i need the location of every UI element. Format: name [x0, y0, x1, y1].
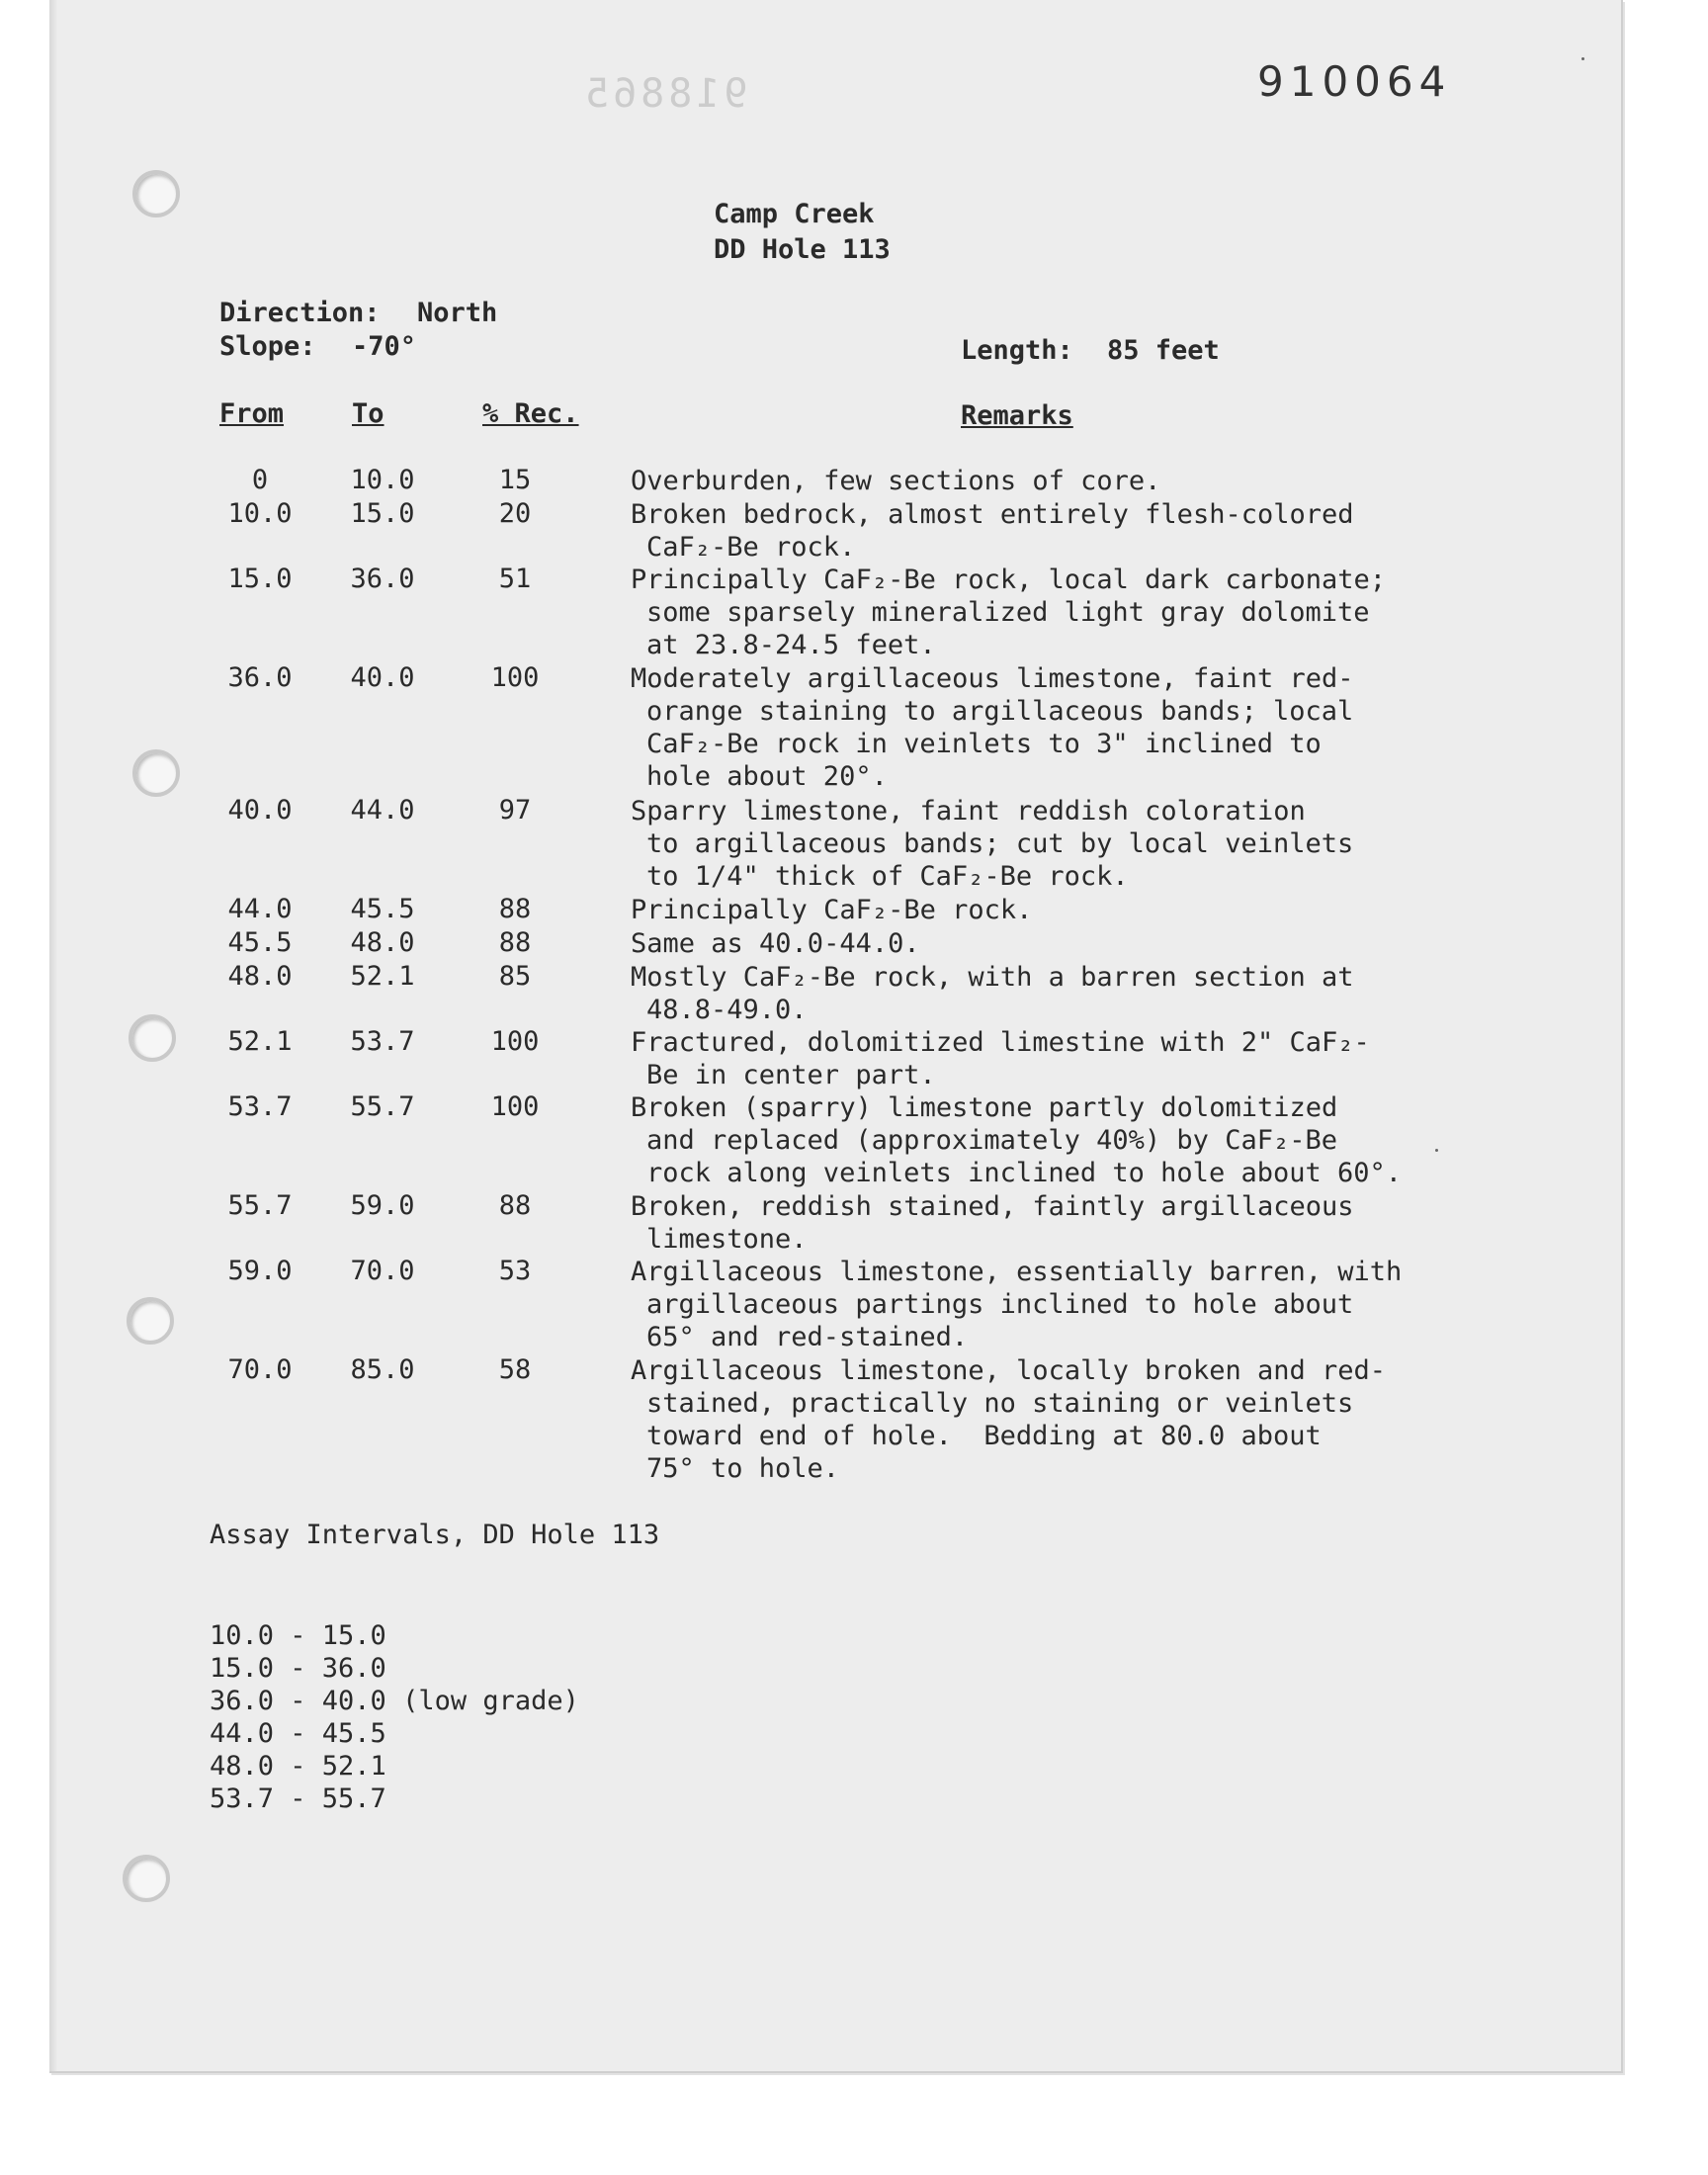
remark-line: to argillaceous bands; cut by local veinlets — [646, 828, 1354, 859]
remark-line: some sparsely mineralized light gray dolomite — [646, 597, 1370, 628]
cell-rec: 88 — [498, 927, 532, 958]
assay-interval: 15.0 - 36.0 — [210, 1653, 386, 1684]
speck — [1581, 57, 1584, 60]
document-number: 910064 — [1257, 57, 1452, 106]
cell-to: 44.0 — [350, 795, 415, 826]
remark-line: and replaced (approximately 40%) by CaF₂-Be — [646, 1125, 1337, 1156]
remark-line: Sparry limestone, faint reddish coloration — [631, 796, 1306, 826]
remark-line: CaF₂-Be rock. — [646, 532, 856, 563]
cell-remarks — [631, 498, 1451, 564]
cell-to: 70.0 — [350, 1256, 415, 1286]
header-remarks: Remarks — [961, 400, 1073, 431]
punch-hole-3 — [128, 1014, 176, 1062]
punch-hole-4 — [127, 1297, 174, 1345]
cell-remarks — [631, 564, 1451, 661]
remark-line: rock along veinlets inclined to hole about 60°. — [646, 1158, 1403, 1188]
remark-line: toward end of hole. Bedding at 80.0 about — [646, 1421, 1322, 1451]
remark-line: Moderately argillaceous limestone, faint red- — [631, 663, 1354, 694]
document-subtitle: DD Hole 113 — [714, 234, 891, 265]
cell-remarks — [631, 961, 1451, 1026]
cell-remarks — [631, 1256, 1451, 1353]
cell-rec: 88 — [498, 894, 532, 924]
remark-line: Fractured, dolomitized limestine with 2" CaF₂- — [631, 1027, 1370, 1058]
cell-to: 85.0 — [350, 1354, 415, 1385]
remark-line: Broken (sparry) limestone partly dolomitized — [631, 1092, 1338, 1123]
assay-title: Assay Intervals, DD Hole 113 — [210, 1520, 660, 1550]
cell-to: 59.0 — [350, 1190, 415, 1221]
assay-interval: 53.7 - 55.7 — [210, 1784, 386, 1814]
cell-from: 15.0 — [227, 564, 293, 594]
punch-hole-2 — [132, 749, 180, 797]
cell-from: 0 — [251, 465, 269, 495]
cell-rec: 85 — [498, 961, 532, 992]
remark-line: argillaceous partings inclined to hole about — [646, 1289, 1354, 1320]
cell-to: 15.0 — [350, 498, 415, 529]
cell-remarks — [631, 795, 1451, 893]
remark-line: at 23.8-24.5 feet. — [646, 630, 936, 660]
header-from: From — [219, 398, 285, 429]
cell-from: 10.0 — [227, 498, 293, 529]
cell-remarks — [631, 1091, 1451, 1189]
direction-value: North — [417, 298, 498, 328]
cell-rec: 15 — [498, 465, 532, 495]
remark-line: Broken, reddish stained, faintly argillaceous — [631, 1191, 1354, 1222]
length-label: Length: — [961, 335, 1073, 366]
remark-line: Overburden, few sections of core. — [631, 466, 1161, 496]
cell-from: 55.7 — [227, 1190, 293, 1221]
assay-interval: 48.0 - 52.1 — [210, 1751, 386, 1782]
header-to: To — [352, 398, 384, 429]
remark-line: limestone. — [646, 1224, 808, 1255]
remark-line: Same as 40.0-44.0. — [631, 928, 920, 959]
cell-from: 70.0 — [227, 1354, 293, 1385]
cell-from: 59.0 — [227, 1256, 293, 1286]
cell-rec: 100 — [490, 1091, 540, 1122]
assay-interval-list — [210, 1619, 579, 1815]
cell-to: 53.7 — [350, 1026, 415, 1057]
remark-line: Broken bedrock, almost entirely flesh-colored — [631, 499, 1354, 530]
slope-value: -70° — [352, 331, 417, 362]
cell-remarks — [631, 1190, 1451, 1256]
cell-to: 36.0 — [350, 564, 415, 594]
remark-line: 65° and red-stained. — [646, 1322, 969, 1352]
assay-interval: 44.0 - 45.5 — [210, 1718, 386, 1749]
remark-line: 48.8-49.0. — [646, 995, 808, 1025]
document-title: Camp Creek — [714, 199, 875, 229]
cell-remarks — [631, 1354, 1451, 1485]
cell-from: 45.5 — [227, 927, 293, 958]
cell-remarks — [631, 894, 1451, 926]
cell-rec: 20 — [498, 498, 532, 529]
cell-from: 40.0 — [227, 795, 293, 826]
remark-line: stained, practically no staining or veinlets — [646, 1388, 1354, 1419]
remark-line: hole about 20°. — [646, 761, 888, 792]
cell-from: 44.0 — [227, 894, 293, 924]
remark-line: Mostly CaF₂-Be rock, with a barren section at — [631, 962, 1354, 993]
cell-rec: 51 — [498, 564, 532, 594]
cell-from: 36.0 — [227, 662, 293, 693]
assay-interval: 36.0 - 40.0 (low grade) — [210, 1686, 579, 1716]
cell-to: 55.7 — [350, 1091, 415, 1122]
remark-line: CaF₂-Be rock in veinlets to 3" inclined to — [646, 729, 1322, 759]
remark-line: 75° to hole. — [646, 1453, 840, 1484]
cell-to: 52.1 — [350, 961, 415, 992]
remark-line: to 1/4" thick of CaF₂-Be rock. — [646, 861, 1129, 892]
remark-line: Argillaceous limestone, essentially barren, with — [631, 1257, 1403, 1287]
header-rec: % Rec. — [482, 398, 579, 429]
cell-rec: 53 — [498, 1256, 532, 1286]
cell-remarks — [631, 662, 1451, 793]
cell-rec: 88 — [498, 1190, 532, 1221]
cell-to: 45.5 — [350, 894, 415, 924]
cell-to: 10.0 — [350, 465, 415, 495]
slope-label: Slope: — [219, 331, 316, 362]
page-edge-shadow — [49, 0, 57, 2071]
cell-remarks — [631, 465, 1451, 497]
cell-remarks — [631, 927, 1451, 960]
cell-rec: 100 — [490, 662, 540, 693]
bleed-through-number: 918865 — [581, 71, 748, 117]
cell-rec: 58 — [498, 1354, 532, 1385]
remark-line: orange staining to argillaceous bands; local — [646, 696, 1354, 727]
cell-remarks — [631, 1026, 1451, 1091]
remark-line: Argillaceous limestone, locally broken and red- — [631, 1355, 1387, 1386]
remark-line: Be in center part. — [646, 1060, 936, 1090]
cell-rec: 97 — [498, 795, 532, 826]
remark-line: Principally CaF₂-Be rock. — [631, 895, 1033, 925]
cell-from: 52.1 — [227, 1026, 293, 1057]
cell-to: 48.0 — [350, 927, 415, 958]
direction-label: Direction: — [219, 298, 381, 328]
cell-from: 48.0 — [227, 961, 293, 992]
assay-interval: 10.0 - 15.0 — [210, 1620, 386, 1651]
cell-to: 40.0 — [350, 662, 415, 693]
punch-hole-1 — [132, 170, 180, 218]
cell-rec: 100 — [490, 1026, 540, 1057]
length-value: 85 feet — [1107, 335, 1220, 366]
remark-line: Principally CaF₂-Be rock, local dark carbonate; — [631, 565, 1387, 595]
punch-hole-5 — [123, 1855, 170, 1902]
cell-from: 53.7 — [227, 1091, 293, 1122]
